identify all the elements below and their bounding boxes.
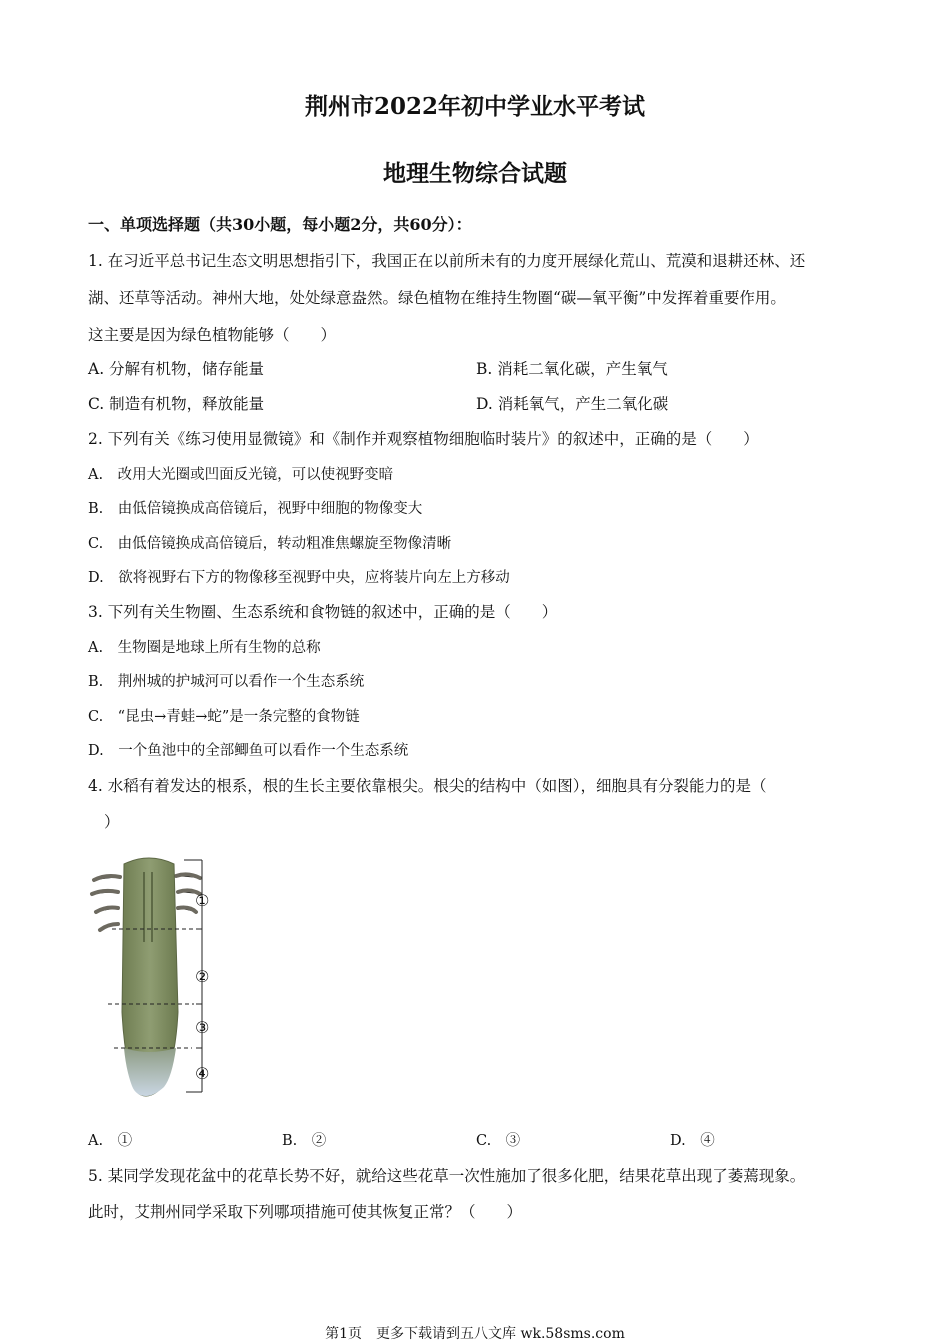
option-d: D. 消耗氧气，产生二氧化碳: [476, 395, 669, 413]
page-footer: 第1页 更多下载请到五八文库 wk.58sms.com: [325, 1326, 625, 1342]
option-c: C. 由低倍镜换成高倍镜后，转动粗准焦螺旋至物像清晰: [88, 536, 452, 552]
option-a: A. 分解有机物，储存能量: [88, 360, 265, 378]
question-text: 3. 下列有关生物圈、生态系统和食物链的叙述中，正确的是（ ）: [88, 603, 558, 621]
option-d: D. ④: [670, 1133, 715, 1149]
root-tip-figure: [86, 852, 221, 1097]
label-zone-1: ①: [195, 891, 210, 910]
option-d: D. 欲将视野右下方的物像移至视野中央，应将装片向左上方移动: [88, 570, 510, 586]
option-a: A. ①: [88, 1133, 133, 1149]
option-b: B. ②: [282, 1133, 327, 1149]
question-text: 4. 水稻有着发达的根系，根的生长主要依靠根尖。根尖的结构中（如图），细胞具有分裂能力的是（: [88, 777, 767, 795]
option-c: C. 制造有机物，释放能量: [88, 395, 265, 413]
question-text: 湖、还草等活动。神州大地，处处绿意盎然。绿色植物在维持生物圈“碳—氧平衡”中发挥着重要作用。: [88, 289, 786, 307]
label-zone-2: ②: [195, 967, 210, 986]
label-zone-3: ③: [195, 1018, 210, 1037]
section-heading: 一、单项选择题（共30小题，每小题2分，共60分）：: [88, 215, 472, 234]
option-a: A. 生物圈是地球上所有生物的总称: [88, 640, 321, 656]
option-c: C. ③: [476, 1133, 521, 1149]
option-a: A. 改用大光圈或凹面反光镜，可以使视野变暗: [88, 467, 394, 483]
question-text: ）: [104, 813, 120, 831]
option-d: D. 一个鱼池中的全部鲫鱼可以看作一个生态系统: [88, 743, 409, 759]
option-b: B. 由低倍镜换成高倍镜后，视野中细胞的物像变大: [88, 501, 423, 517]
question-text: 此时，艾荆州同学采取下列哪项措施可使其恢复正常？（ ）: [88, 1203, 523, 1221]
label-zone-4: ④: [195, 1064, 210, 1083]
doc-subtitle: 地理生物综合试题: [383, 160, 567, 187]
question-text: 5. 某同学发现花盆中的花草长势不好，就给这些花草一次性施加了很多化肥，结果花草出现了萎蔫现象。: [88, 1167, 806, 1185]
question-text: 1. 在习近平总书记生态文明思想指引下，我国正在以前所未有的力度开展绿化荒山、荒漠和退耕还林、还: [88, 252, 806, 270]
option-b: B. 荆州城的护城河可以看作一个生态系统: [88, 674, 365, 690]
option-b: B. 消耗二氧化碳，产生氧气: [476, 360, 668, 378]
question-text: 2. 下列有关《练习使用显微镜》和《制作并观察植物细胞临时装片》的叙述中，正确的是（ ）: [88, 430, 759, 448]
question-text: 这主要是因为绿色植物能够（ ）: [88, 326, 337, 344]
option-c: C. “昆虫→青蛙→蛇”是一条完整的食物链: [88, 709, 360, 725]
root-cap: [124, 1048, 176, 1096]
doc-title: 荆州市2022年初中学业水平考试: [304, 93, 645, 120]
